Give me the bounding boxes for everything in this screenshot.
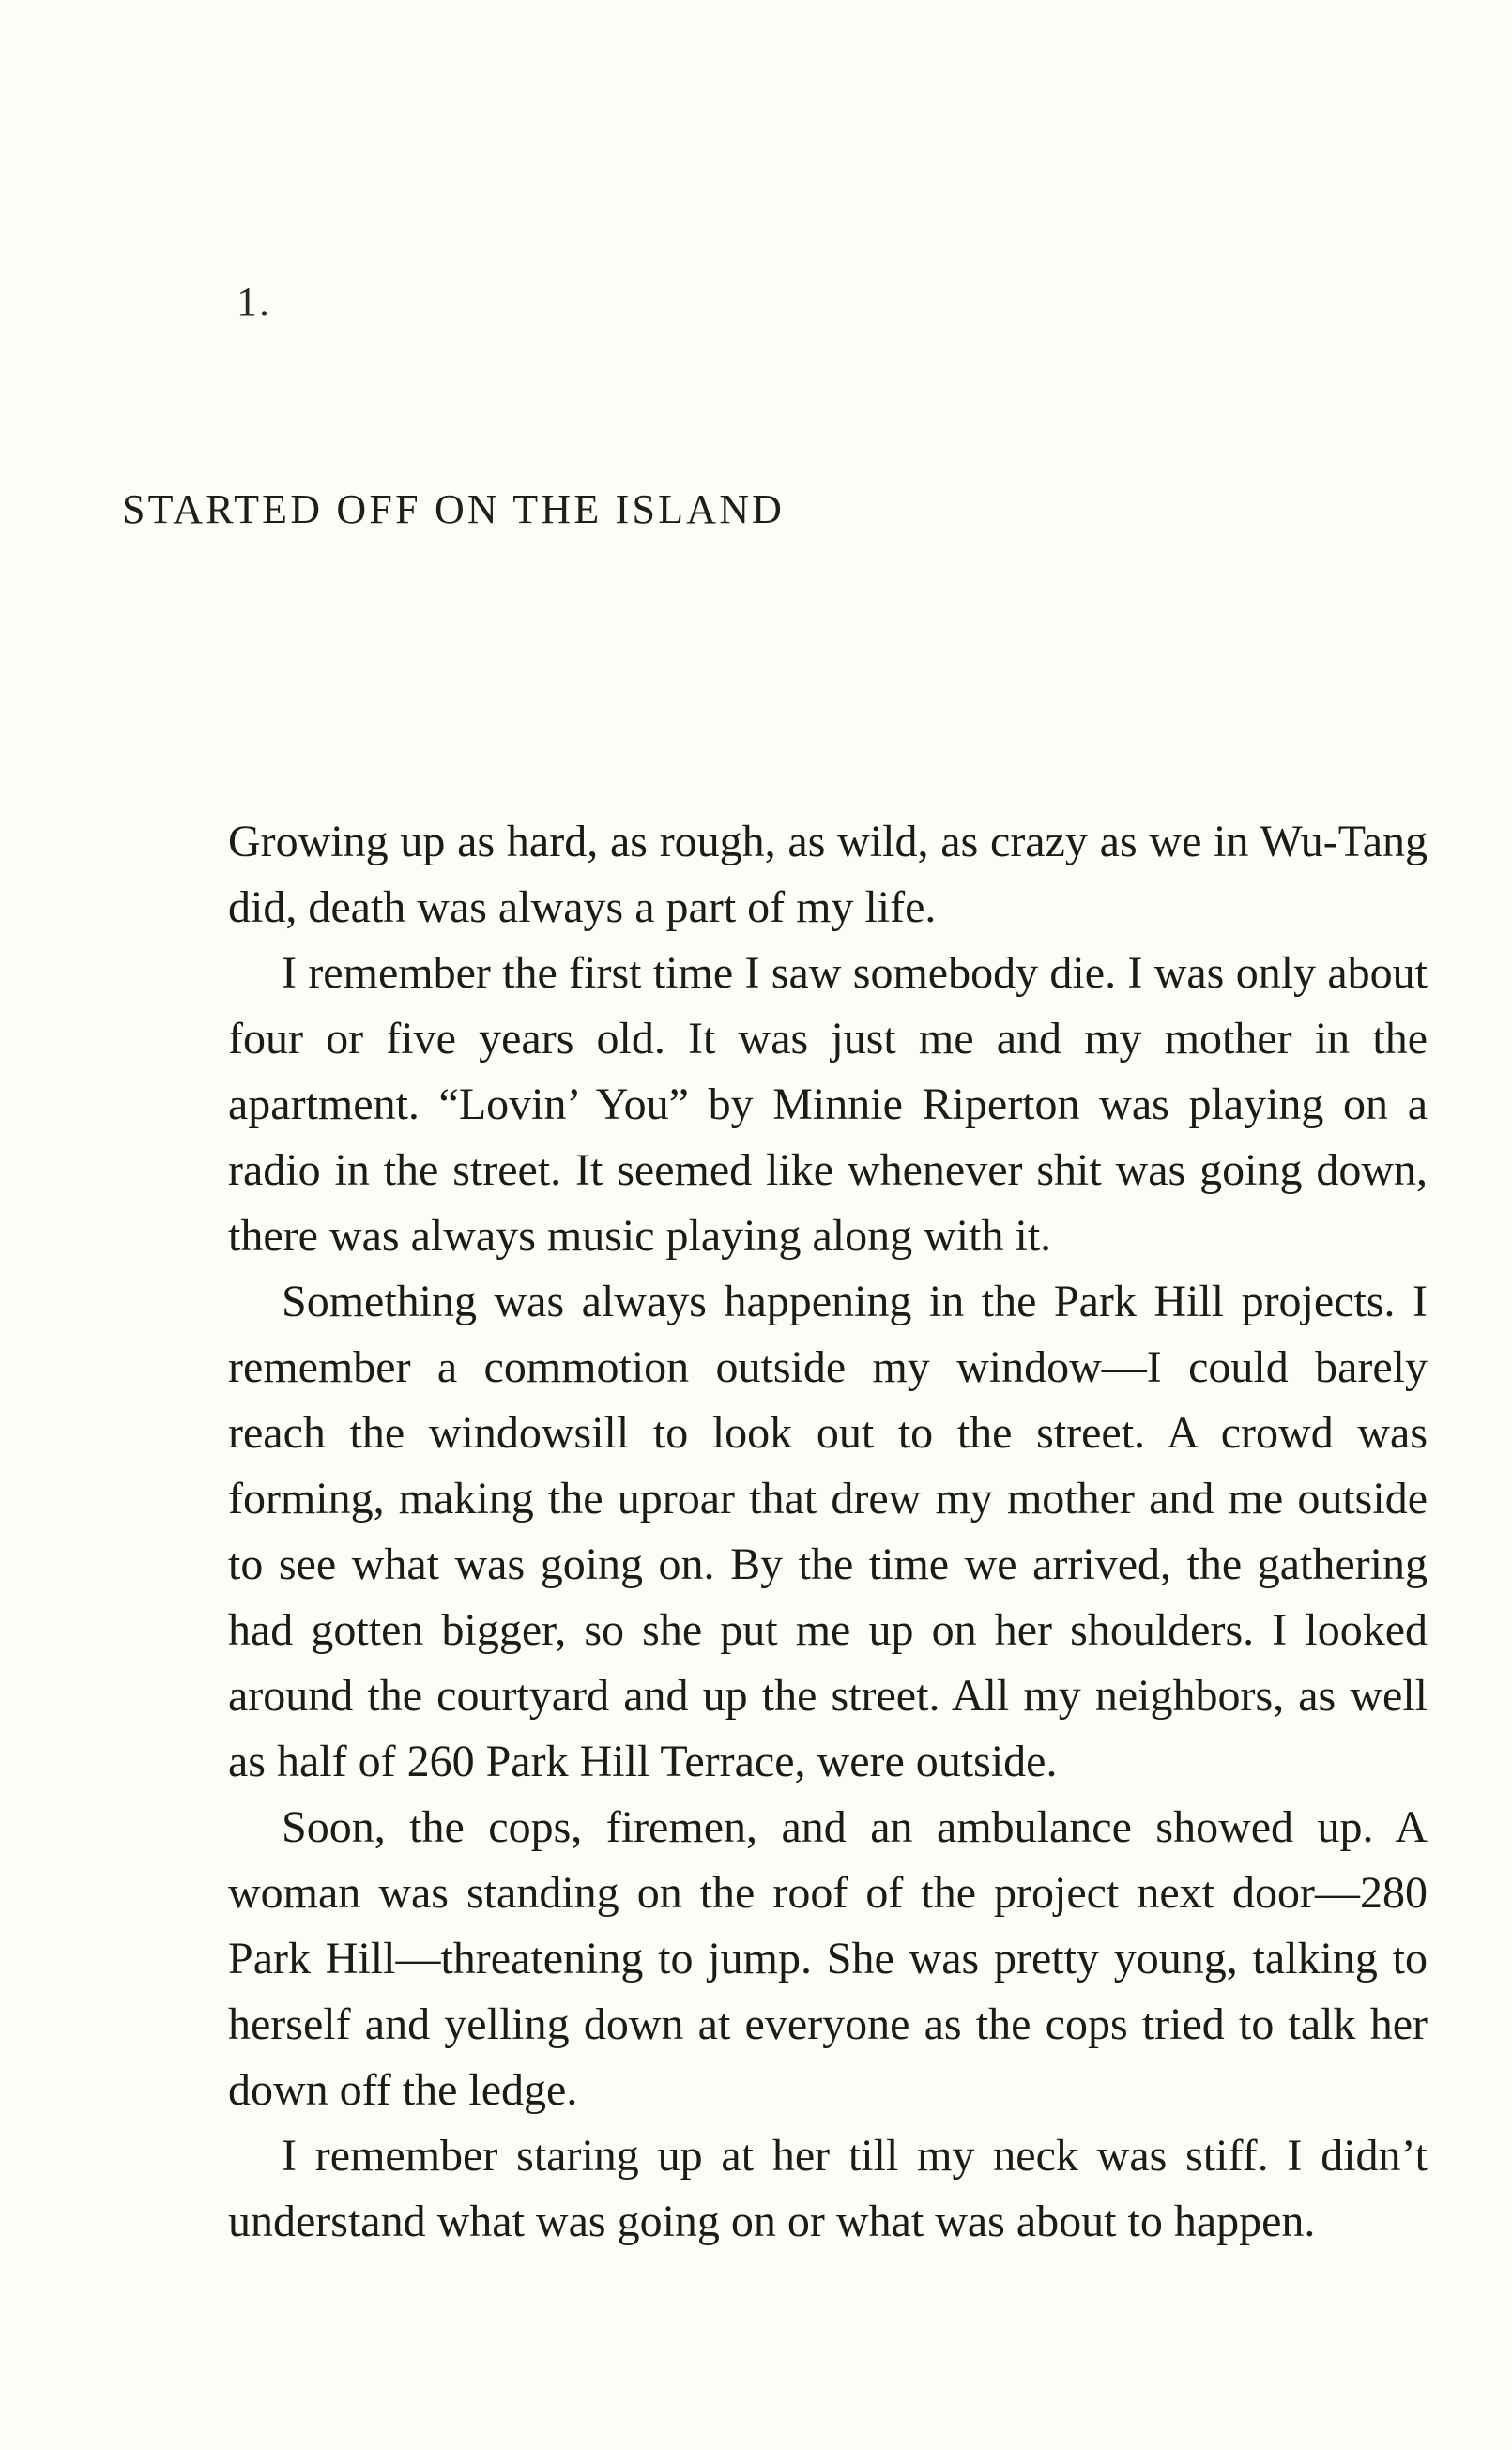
chapter-title: STARTED OFF ON THE ISLAND (122, 486, 786, 532)
chapter-number: 1. (237, 279, 271, 325)
paragraph: Something was always happening in the Park Hill projects. I remember a commotion outside my window—I could barely reach the windowsill to look out to the street. A crowd was forming, making the uproar that drew my mother and me outside to see what was going on. By the time we arrived, the gathering had gotten bigger, so she put me up on her shoulders. I looked around the courtyard and up the street. All my neighbors, as well as half of 260 Park Hill Terrace, were outside. (228, 1277, 1428, 1786)
paragraph: Soon, the cops, firemen, and an ambulance showed up. A woman was standing on the roof of the project next door—280 Park Hill—threatening to jump. She was pretty young, talking to herself and yelling down at everyone as the cops tried to talk her down off the ledge. (228, 1802, 1428, 2115)
paragraph: Growing up as hard, as rough, as wild, as crazy as we in Wu-Tang did, death was always a part of my life. (228, 817, 1428, 932)
chapter-body (228, 809, 1428, 2255)
paragraph: I remember the first time I saw somebody die. I was only about four or five years old. It was just me and my mother in the apartment. “Lovin’ You” by Minnie Riperton was playing on a radio in the street. It seemed like whenever shit was going down, there was always music playing along with it. (228, 948, 1428, 1261)
paragraph: I remember staring up at her till my neck was stiff. I didn’t understand what was going on or what was about to happen. (228, 2131, 1428, 2246)
